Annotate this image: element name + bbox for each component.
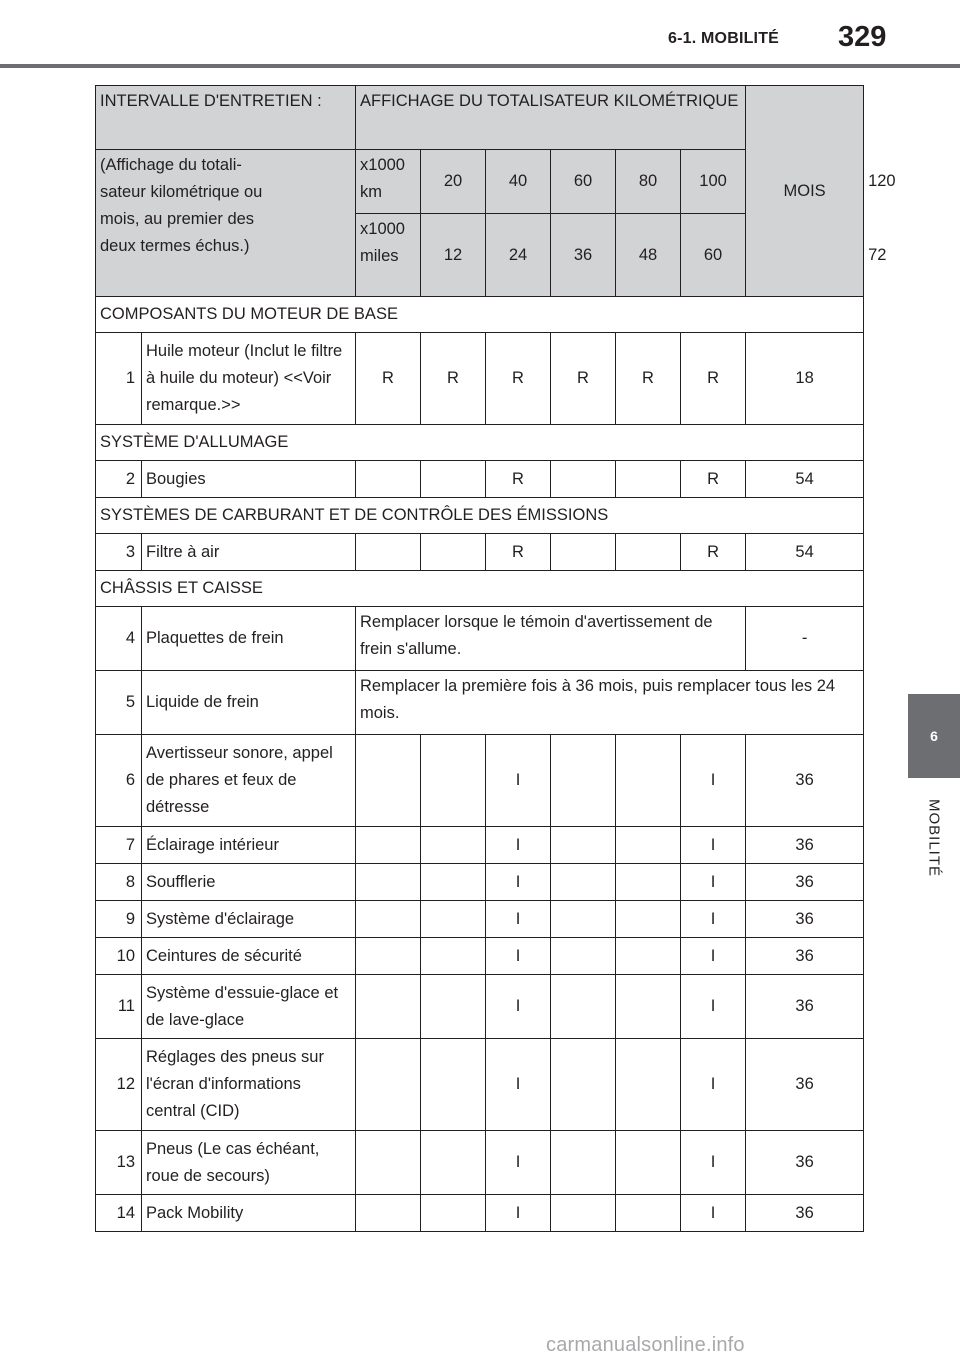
schedule-cell xyxy=(356,827,421,864)
schedule-cell xyxy=(356,1131,421,1195)
months-cell: 36 xyxy=(746,735,864,827)
schedule-cell xyxy=(551,534,616,571)
table-row xyxy=(96,975,864,1039)
schedule-cell xyxy=(616,975,681,1039)
schedule-cell xyxy=(616,1039,681,1131)
km-unit: x1000 km xyxy=(356,150,421,214)
item-name: Système d'éclairage xyxy=(142,901,356,938)
schedule-cell xyxy=(551,1195,616,1232)
schedule-cell: R xyxy=(421,333,486,425)
schedule-cell xyxy=(551,901,616,938)
months-cell: 54 xyxy=(746,461,864,498)
table-row xyxy=(96,671,864,735)
schedule-cell: I xyxy=(486,1131,551,1195)
item-name: Système d'essuie-glace et de lave-glace xyxy=(142,975,356,1039)
item-name: Huile moteur (Inclut le filtre à huile du moteur) <<Voir remarque.>> xyxy=(142,333,356,425)
schedule-cell xyxy=(551,1131,616,1195)
item-number: 5 xyxy=(96,671,142,735)
schedule-cell: I xyxy=(486,975,551,1039)
table-row xyxy=(96,1039,864,1131)
schedule-cell xyxy=(356,1195,421,1232)
section-heading: SYSTÈME D'ALLUMAGE xyxy=(96,425,864,461)
schedule-cell xyxy=(616,735,681,827)
item-number: 12 xyxy=(96,1039,142,1131)
schedule-cell: R xyxy=(616,333,681,425)
item-number: 3 xyxy=(96,534,142,571)
odometer-label: AFFICHAGE DU TOTALISATEUR KILOMÉTRIQUE xyxy=(356,86,746,150)
months-cell: 36 xyxy=(746,938,864,975)
schedule-cell xyxy=(616,864,681,901)
schedule-cell: I xyxy=(681,1131,746,1195)
table-row xyxy=(96,938,864,975)
schedule-cell xyxy=(356,461,421,498)
section-heading: CHÂSSIS ET CAISSE xyxy=(96,571,864,607)
schedule-cell: I xyxy=(486,864,551,901)
schedule-cell xyxy=(551,461,616,498)
schedule-cell: I xyxy=(681,827,746,864)
page-number: 329 xyxy=(838,21,887,53)
schedule-cell: R xyxy=(681,333,746,425)
schedule-cell: I xyxy=(681,864,746,901)
miles-value: 24 xyxy=(486,214,551,297)
schedule-cell xyxy=(616,901,681,938)
section-heading: SYSTÈMES DE CARBURANT ET DE CONTRÔLE DES ÉMISSIONS xyxy=(96,498,864,534)
months-label: MOIS xyxy=(746,86,864,297)
schedule-cell xyxy=(551,938,616,975)
schedule-cell xyxy=(356,864,421,901)
watermark: carmanualsonline.info xyxy=(546,1334,745,1356)
header-row-miles: x1000 miles 12 24 36 48 60 72 xyxy=(96,214,864,297)
schedule-cell: I xyxy=(486,827,551,864)
item-number: 9 xyxy=(96,901,142,938)
item-name: Bougies xyxy=(142,461,356,498)
schedule-cell xyxy=(356,938,421,975)
schedule-cell: R xyxy=(486,461,551,498)
schedule-cell: I xyxy=(681,975,746,1039)
maintenance-schedule-table xyxy=(95,85,896,1232)
miles-unit: x1000 miles xyxy=(356,214,421,297)
schedule-cell xyxy=(356,534,421,571)
item-number: 2 xyxy=(96,461,142,498)
item-note: Remplacer la première fois à 36 mois, puis remplacer tous les 24 mois. xyxy=(356,671,864,735)
item-name: Soufflerie xyxy=(142,864,356,901)
schedule-cell xyxy=(421,901,486,938)
table-row xyxy=(96,607,864,671)
schedule-cell: I xyxy=(486,1039,551,1131)
schedule-cell xyxy=(551,827,616,864)
chapter-tab[interactable] xyxy=(908,694,960,778)
schedule-cell: R xyxy=(356,333,421,425)
section-row xyxy=(96,571,864,607)
item-name: Ceintures de sécurité xyxy=(142,938,356,975)
km-value: 60 xyxy=(551,150,616,214)
schedule-cell xyxy=(616,534,681,571)
schedule-cell xyxy=(421,864,486,901)
schedule-cell: R xyxy=(681,534,746,571)
months-cell: 36 xyxy=(746,827,864,864)
schedule-cell: R xyxy=(486,333,551,425)
miles-value: 12 xyxy=(421,214,486,297)
table-row xyxy=(96,534,864,571)
schedule-cell: I xyxy=(486,938,551,975)
item-name: Plaquettes de frein xyxy=(142,607,356,671)
item-name: Pneus (Le cas échéant, roue de secours) xyxy=(142,1131,356,1195)
item-number: 6 xyxy=(96,735,142,827)
schedule-cell xyxy=(421,827,486,864)
item-name: Réglages des pneus sur l'écran d'informations central (CID) xyxy=(142,1039,356,1131)
miles-value: 60 xyxy=(681,214,746,297)
schedule-cell xyxy=(421,1195,486,1232)
schedule-cell: I xyxy=(681,1039,746,1131)
item-name: Pack Mobility xyxy=(142,1195,356,1232)
schedule-cell xyxy=(551,735,616,827)
km-value: 40 xyxy=(486,150,551,214)
item-number: 11 xyxy=(96,975,142,1039)
header-divider xyxy=(0,64,960,68)
section-row xyxy=(96,297,864,333)
miles-value: 36 xyxy=(551,214,616,297)
schedule-cell xyxy=(421,975,486,1039)
item-name: Liquide de frein xyxy=(142,671,356,735)
schedule-cell: I xyxy=(681,938,746,975)
miles-value: 48 xyxy=(616,214,681,297)
section-row xyxy=(96,498,864,534)
table-row xyxy=(96,333,864,425)
schedule-cell xyxy=(356,735,421,827)
schedule-cell xyxy=(616,1195,681,1232)
months-cell: - xyxy=(746,607,864,671)
schedule-cell: R xyxy=(681,461,746,498)
chapter-label: MOBILITÉ xyxy=(925,798,943,878)
months-cell: 36 xyxy=(746,1131,864,1195)
table-row xyxy=(96,827,864,864)
header-row-km: (Affichage du totali-sateur kilométrique ou mois, au premier des deux termes échus.) x1000 km 20 40 60 80 100 120 xyxy=(96,150,864,214)
schedule-cell xyxy=(421,1131,486,1195)
km-value: 80 xyxy=(616,150,681,214)
schedule-cell xyxy=(356,975,421,1039)
table-row xyxy=(96,461,864,498)
item-name: Éclairage intérieur xyxy=(142,827,356,864)
chapter-number: 6 xyxy=(930,728,938,744)
table-row xyxy=(96,735,864,827)
schedule-cell: R xyxy=(486,534,551,571)
interval-label: INTERVALLE D'ENTRETIEN : xyxy=(96,86,356,150)
km-value: 100 xyxy=(681,150,746,214)
item-number: 1 xyxy=(96,333,142,425)
item-name: Avertisseur sonore, appel de phares et feux de détresse xyxy=(142,735,356,827)
interval-note: (Affichage du totali-sateur kilométrique ou mois, au premier des deux termes échus.) xyxy=(96,150,356,297)
schedule-cell xyxy=(421,735,486,827)
section-row xyxy=(96,425,864,461)
schedule-cell: I xyxy=(486,1195,551,1232)
table-row xyxy=(96,901,864,938)
item-number: 13 xyxy=(96,1131,142,1195)
item-number: 8 xyxy=(96,864,142,901)
table-row xyxy=(96,864,864,901)
section-title: 6-1. MOBILITÉ xyxy=(668,30,780,47)
months-cell: 36 xyxy=(746,864,864,901)
schedule-cell xyxy=(616,461,681,498)
item-number: 10 xyxy=(96,938,142,975)
schedule-cell xyxy=(551,864,616,901)
table-row xyxy=(96,1195,864,1232)
schedule-cell xyxy=(421,534,486,571)
schedule-cell: I xyxy=(486,735,551,827)
item-number: 14 xyxy=(96,1195,142,1232)
item-name: Filtre à air xyxy=(142,534,356,571)
item-number: 4 xyxy=(96,607,142,671)
schedule-cell xyxy=(356,901,421,938)
months-cell: 18 xyxy=(746,333,864,425)
months-cell: 36 xyxy=(746,901,864,938)
schedule-cell xyxy=(356,1039,421,1131)
months-cell: 36 xyxy=(746,1039,864,1131)
months-cell: 36 xyxy=(746,975,864,1039)
schedule-cell xyxy=(421,461,486,498)
item-number: 7 xyxy=(96,827,142,864)
section-heading: COMPOSANTS DU MOTEUR DE BASE xyxy=(96,297,864,333)
schedule-cell: I xyxy=(681,735,746,827)
schedule-cell: I xyxy=(681,901,746,938)
item-note: Remplacer lorsque le témoin d'avertissement de frein s'allume. xyxy=(356,607,746,671)
schedule-cell xyxy=(616,827,681,864)
months-cell: 36 xyxy=(746,1195,864,1232)
schedule-cell: R xyxy=(551,333,616,425)
schedule-cell: I xyxy=(681,1195,746,1232)
header-row xyxy=(96,86,864,150)
months-cell: 54 xyxy=(746,534,864,571)
schedule-cell xyxy=(551,1039,616,1131)
km-value: 20 xyxy=(421,150,486,214)
table-row xyxy=(96,1131,864,1195)
schedule-cell xyxy=(616,1131,681,1195)
schedule-cell xyxy=(616,938,681,975)
schedule-cell xyxy=(421,938,486,975)
schedule-cell xyxy=(421,1039,486,1131)
schedule-cell: I xyxy=(486,901,551,938)
schedule-cell xyxy=(551,975,616,1039)
